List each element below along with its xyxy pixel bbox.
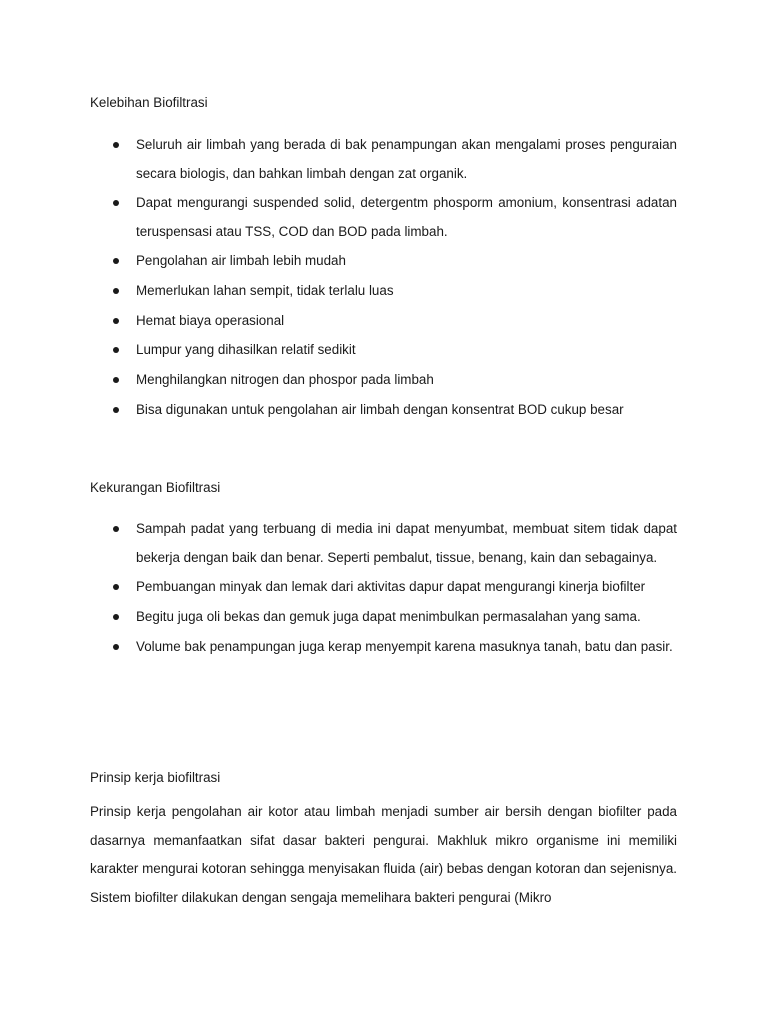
disadvantages-heading: Kekurangan Biofiltrasi xyxy=(90,480,221,495)
bullet-icon xyxy=(113,526,119,532)
list-item xyxy=(0,247,677,276)
bullet-icon xyxy=(113,644,119,650)
bullet-icon xyxy=(113,407,119,413)
advantages-list xyxy=(0,131,677,426)
list-item xyxy=(0,573,677,602)
list-item-text: Dapat mengurangi suspended solid, detergentm phosporm amonium, konsentrasi adatan teruspensasi atau TSS, COD dan BOD pada limbah. xyxy=(136,195,677,239)
list-item-text: Hemat biaya operasional xyxy=(136,312,285,328)
bullet-icon xyxy=(113,347,119,353)
bullet-icon xyxy=(113,318,119,324)
list-item-text: Sampah padat yang terbuang di media ini dapat menyumbat, membuat sitem tidak dapat bekerja dengan baik dan benar. Seperti pembalut, tissue, benang, kain dan sebagainya. xyxy=(136,521,677,565)
principle-heading: Prinsip kerja biofiltrasi xyxy=(90,770,221,785)
principle-paragraph: Prinsip kerja pengolahan air kotor atau limbah menjadi sumber air bersih dengan biofilter pada dasarnya memanfaatkan sifat dasar bakteri pengurai. Makhluk mikro organisme ini memiliki karakter mengurai kotoran sehingga menyisakan fluida (air) bebas dengan kotoran dan sejenisnya. Sistem biofilter dilakukan dengan sengaja memelihara bakteri pengurai (Mikro xyxy=(90,804,677,905)
list-item xyxy=(0,277,677,306)
bullet-icon xyxy=(113,288,119,294)
list-item xyxy=(0,307,677,336)
bullet-icon xyxy=(113,377,119,383)
list-item xyxy=(0,366,677,395)
bullet-icon xyxy=(113,584,119,590)
list-item-text: Seluruh air limbah yang berada di bak penampungan akan mengalami proses penguraian secara biologis, dan bahkan limbah dengan zat organik. xyxy=(136,137,677,181)
list-item-text: Memerlukan lahan sempit, tidak terlalu luas xyxy=(136,283,394,299)
bullet-icon xyxy=(113,142,119,148)
list-item xyxy=(0,131,677,188)
list-item-text: Pembuangan minyak dan lemak dari aktivitas dapur dapat mengurangi kinerja biofilter xyxy=(136,579,646,595)
list-item-text: Begitu juga oli bekas dan gemuk juga dapat menimbulkan permasalahan yang sama. xyxy=(136,608,641,624)
list-item-text: Pengolahan air limbah lebih mudah xyxy=(136,253,346,269)
list-item-text: Menghilangkan nitrogen dan phospor pada limbah xyxy=(136,372,434,388)
list-item xyxy=(0,396,677,425)
list-item-text: Bisa digunakan untuk pengolahan air limbah dengan konsentrat BOD cukup besar xyxy=(136,401,624,417)
disadvantages-list xyxy=(0,515,677,662)
list-item xyxy=(0,603,677,632)
list-item xyxy=(0,633,677,662)
list-item xyxy=(0,189,677,246)
bullet-icon xyxy=(113,614,119,620)
list-item xyxy=(0,515,677,572)
bullet-icon xyxy=(113,258,119,264)
advantages-heading: Kelebihan Biofiltrasi xyxy=(90,95,208,110)
bullet-icon xyxy=(113,200,119,206)
list-item xyxy=(0,336,677,365)
list-item-text: Lumpur yang dihasilkan relatif sedikit xyxy=(136,342,356,358)
list-item-text: Volume bak penampungan juga kerap menyempit karena masuknya tanah, batu dan pasir. xyxy=(136,638,673,654)
